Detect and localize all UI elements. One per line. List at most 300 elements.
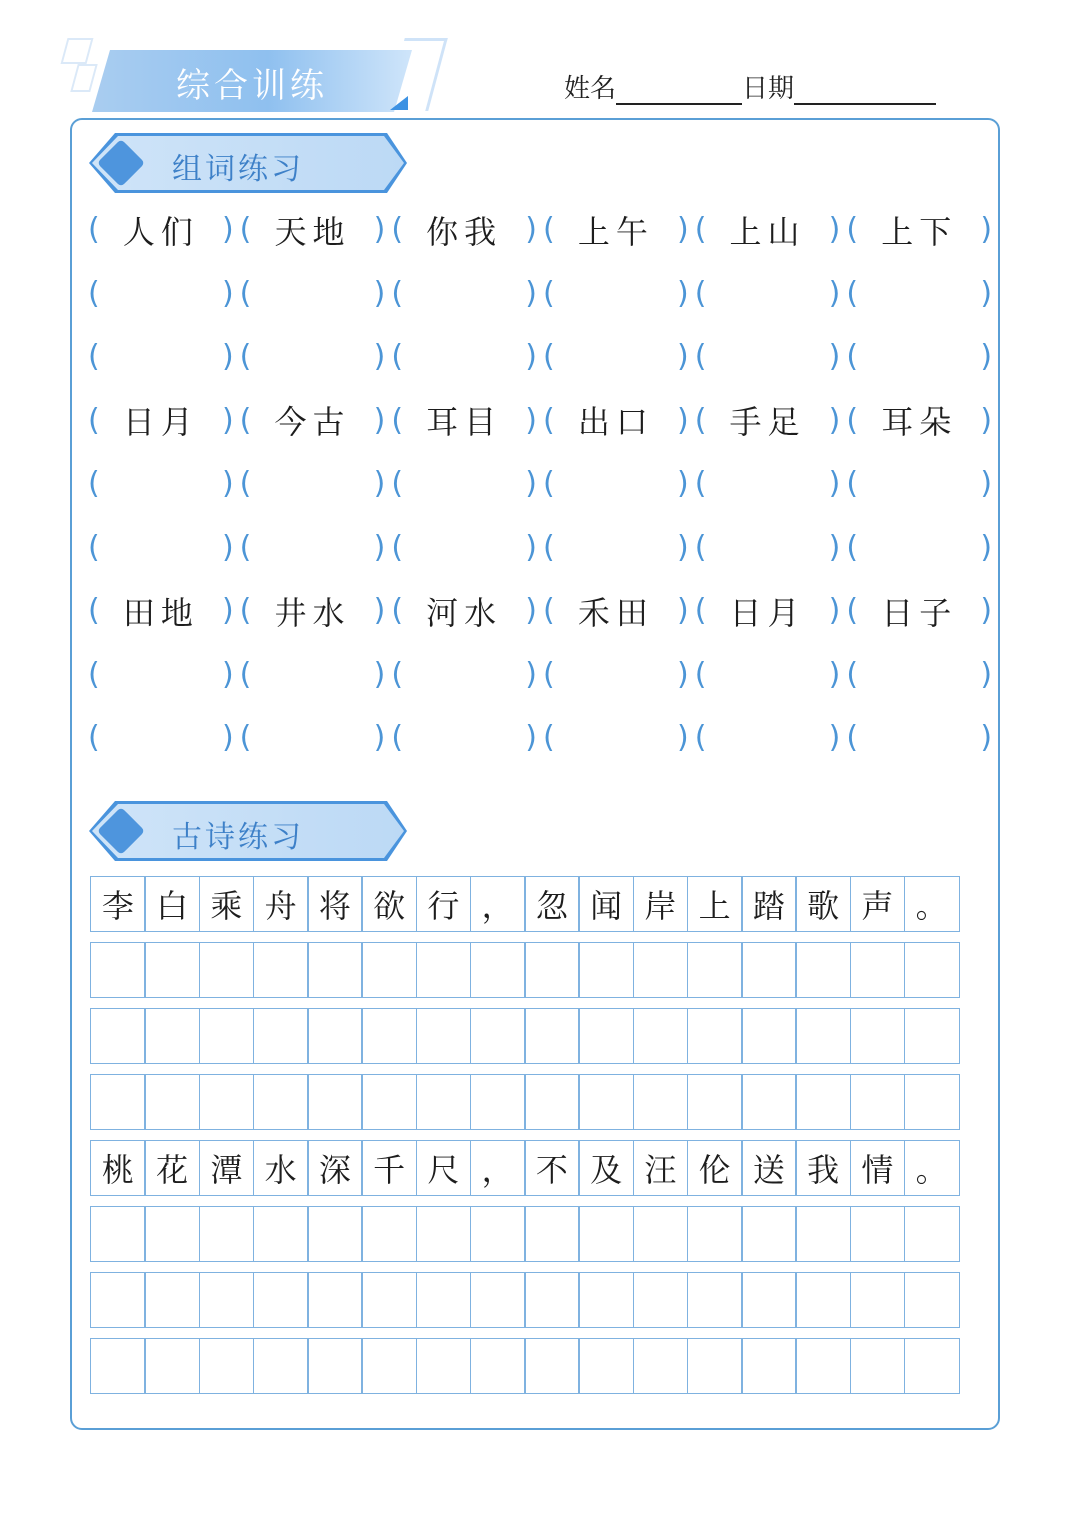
word-cell (86, 588, 238, 634)
section-header-poem (92, 804, 404, 858)
word-cell[interactable] (389, 530, 541, 565)
open-paren: ( (88, 212, 100, 248)
grid-box[interactable] (90, 1338, 146, 1394)
grid-row (90, 1272, 982, 1328)
grid-box[interactable] (850, 942, 906, 998)
grid-box[interactable] (144, 1206, 200, 1262)
grid-box[interactable] (524, 1074, 580, 1130)
word-cell[interactable] (238, 530, 390, 565)
word-text: 河水 (426, 593, 503, 632)
word-row (86, 389, 996, 453)
word-row (86, 198, 996, 262)
open-paren: ( (239, 593, 252, 629)
grid-box[interactable] (253, 1338, 309, 1394)
open-paren: ( (846, 402, 859, 438)
word-cell (238, 207, 390, 253)
word-text: 你我 (426, 212, 503, 251)
word-text: 日子 (881, 593, 958, 632)
grid-box[interactable] (199, 1338, 255, 1394)
grid-box[interactable] (578, 1338, 634, 1394)
close-paren: ) (828, 656, 841, 692)
grid-box[interactable] (741, 942, 797, 998)
close-paren: ) (525, 212, 538, 248)
close-paren: ) (221, 466, 234, 502)
word-cell (693, 588, 845, 634)
grid-box[interactable] (90, 942, 146, 998)
grid-char: 行 (416, 876, 472, 932)
grid-box[interactable] (795, 942, 851, 998)
grid-char: ， (470, 1140, 526, 1196)
word-cell (86, 397, 238, 443)
grid-box[interactable] (578, 942, 634, 998)
close-paren: ) (373, 593, 386, 629)
word-cell[interactable] (541, 530, 693, 565)
word-text: 上午 (577, 212, 654, 251)
close-paren: ) (980, 593, 993, 629)
grid-row (90, 1338, 982, 1394)
word-cell (541, 588, 693, 634)
name-date-bar (564, 68, 936, 105)
close-paren: ) (221, 339, 234, 375)
open-paren: ( (543, 466, 555, 502)
grid-box[interactable] (470, 1338, 526, 1394)
grid-box[interactable] (416, 1272, 472, 1328)
word-cell[interactable] (86, 339, 238, 374)
grid-box[interactable] (795, 1206, 851, 1262)
grid-row (90, 1140, 982, 1196)
grid-box[interactable] (470, 1074, 526, 1130)
open-paren: ( (694, 339, 707, 375)
open-paren: ( (694, 720, 707, 756)
grid-box[interactable] (578, 1074, 634, 1130)
close-paren: ) (980, 529, 993, 565)
grid-box[interactable] (850, 1206, 906, 1262)
word-cell (389, 207, 541, 253)
grid-box[interactable] (904, 1272, 960, 1328)
grid-char: 桃 (90, 1140, 146, 1196)
close-paren: ) (980, 402, 993, 438)
word-row (86, 516, 996, 580)
poem-writing-grid (90, 1140, 982, 1404)
open-paren: ( (846, 593, 859, 629)
grid-char: 及 (578, 1140, 634, 1196)
grid-box[interactable] (633, 1008, 689, 1064)
section-title: 组词练习 (172, 152, 304, 187)
grid-box[interactable] (850, 1272, 906, 1328)
close-paren: ) (221, 593, 234, 629)
open-paren: ( (543, 720, 555, 756)
grid-box[interactable] (795, 1008, 851, 1064)
grid-box[interactable] (307, 1272, 363, 1328)
grid-box[interactable] (524, 942, 580, 998)
close-paren: ) (373, 212, 386, 248)
close-paren: ) (980, 275, 993, 311)
word-text: 人们 (122, 212, 199, 251)
grid-box[interactable] (90, 1074, 146, 1130)
word-cell (693, 207, 845, 253)
open-paren: ( (239, 402, 252, 438)
section-header-words (92, 136, 404, 190)
word-cell[interactable] (844, 339, 996, 374)
word-text: 耳目 (426, 403, 503, 442)
grid-char: 水 (253, 1140, 309, 1196)
grid-box[interactable] (90, 1008, 146, 1064)
close-paren: ) (980, 212, 993, 248)
open-paren: ( (846, 212, 859, 248)
grid-box[interactable] (687, 942, 743, 998)
grid-box[interactable] (361, 1206, 417, 1262)
grid-char: 我 (795, 1140, 851, 1196)
open-paren: ( (391, 529, 404, 565)
grid-box[interactable] (904, 942, 960, 998)
close-paren: ) (676, 529, 689, 565)
close-paren: ) (828, 212, 841, 248)
close-paren: ) (221, 275, 234, 311)
close-paren: ) (676, 212, 689, 248)
date-field[interactable] (794, 71, 936, 105)
close-paren: ) (828, 720, 841, 756)
grid-box[interactable] (633, 1206, 689, 1262)
open-paren: ( (391, 720, 404, 756)
word-cell[interactable] (541, 657, 693, 692)
page-title: 综合训练 (176, 66, 328, 106)
close-paren: ) (828, 529, 841, 565)
open-paren: ( (391, 593, 404, 629)
open-paren: ( (391, 212, 404, 248)
grid-box[interactable] (795, 1074, 851, 1130)
grid-box[interactable] (741, 1338, 797, 1394)
grid-box[interactable] (199, 1272, 255, 1328)
word-cell[interactable] (693, 339, 845, 374)
word-cell[interactable] (86, 720, 238, 755)
word-text: 日月 (729, 593, 806, 632)
grid-char: 伦 (687, 1140, 743, 1196)
close-paren: ) (525, 402, 538, 438)
grid-box[interactable] (199, 1008, 255, 1064)
word-text: 天地 (274, 212, 351, 251)
word-cell[interactable] (693, 276, 845, 311)
grid-box[interactable] (633, 1338, 689, 1394)
open-paren: ( (391, 275, 404, 311)
grid-char: 闻 (578, 876, 634, 932)
open-paren: ( (543, 339, 555, 375)
grid-box[interactable] (416, 942, 472, 998)
header-banner (92, 50, 412, 112)
word-row (86, 325, 996, 389)
open-paren: ( (694, 466, 707, 502)
word-cell[interactable] (389, 276, 541, 311)
grid-box[interactable] (416, 1206, 472, 1262)
close-paren: ) (676, 593, 689, 629)
close-paren: ) (221, 529, 234, 565)
grid-box[interactable] (144, 1074, 200, 1130)
word-text: 手足 (729, 403, 806, 442)
word-cell[interactable] (541, 720, 693, 755)
grid-box[interactable] (307, 1074, 363, 1130)
word-cell[interactable] (541, 466, 693, 501)
grid-box[interactable] (144, 942, 200, 998)
word-cell[interactable] (844, 720, 996, 755)
grid-box[interactable] (361, 1338, 417, 1394)
close-paren: ) (525, 529, 538, 565)
grid-box[interactable] (361, 1272, 417, 1328)
grid-box[interactable] (687, 1338, 743, 1394)
word-cell[interactable] (541, 276, 693, 311)
grid-box[interactable] (904, 1206, 960, 1262)
grid-box[interactable] (307, 1008, 363, 1064)
word-cell[interactable] (844, 530, 996, 565)
word-cell[interactable] (844, 466, 996, 501)
word-cell (693, 397, 845, 443)
grid-char: 深 (307, 1140, 363, 1196)
grid-box[interactable] (253, 942, 309, 998)
close-paren: ) (525, 720, 538, 756)
close-paren: ) (373, 339, 386, 375)
close-paren: ) (676, 402, 689, 438)
word-cell (389, 588, 541, 634)
grid-box[interactable] (850, 1008, 906, 1064)
close-paren: ) (525, 656, 538, 692)
grid-box[interactable] (470, 1008, 526, 1064)
grid-box[interactable] (578, 1206, 634, 1262)
word-cell[interactable] (238, 466, 390, 501)
grid-box[interactable] (687, 1008, 743, 1064)
grid-char: 欲 (361, 876, 417, 932)
close-paren: ) (221, 402, 234, 438)
word-cell[interactable] (86, 657, 238, 692)
grid-box[interactable] (253, 1074, 309, 1130)
word-row (86, 643, 996, 707)
word-row (86, 262, 996, 326)
word-cell[interactable] (844, 276, 996, 311)
open-paren: ( (694, 529, 707, 565)
grid-box[interactable] (687, 1272, 743, 1328)
word-cell[interactable] (693, 657, 845, 692)
close-paren: ) (221, 656, 234, 692)
open-paren: ( (543, 275, 555, 311)
word-text: 今古 (274, 403, 351, 442)
grid-box[interactable] (253, 1008, 309, 1064)
open-paren: ( (239, 720, 252, 756)
close-paren: ) (676, 656, 689, 692)
close-paren: ) (828, 593, 841, 629)
grid-box[interactable] (741, 1008, 797, 1064)
word-cell (238, 397, 390, 443)
open-paren: ( (239, 339, 252, 375)
word-cell[interactable] (238, 339, 390, 374)
grid-box[interactable] (795, 1272, 851, 1328)
close-paren: ) (676, 275, 689, 311)
grid-box[interactable] (253, 1206, 309, 1262)
grid-box[interactable] (633, 942, 689, 998)
grid-box[interactable] (524, 1272, 580, 1328)
open-paren: ( (391, 656, 404, 692)
close-paren: ) (373, 402, 386, 438)
grid-box[interactable] (578, 1272, 634, 1328)
word-cell[interactable] (389, 720, 541, 755)
grid-char: 千 (361, 1140, 417, 1196)
grid-box[interactable] (361, 1074, 417, 1130)
open-paren: ( (88, 402, 100, 438)
decoration-square (61, 38, 94, 64)
open-paren: ( (88, 720, 100, 756)
grid-box[interactable] (470, 1272, 526, 1328)
grid-row (90, 1074, 982, 1130)
word-cell[interactable] (86, 530, 238, 565)
open-paren: ( (846, 466, 859, 502)
grid-box[interactable] (687, 1074, 743, 1130)
open-paren: ( (694, 402, 707, 438)
close-paren: ) (373, 275, 386, 311)
grid-char: 歌 (795, 876, 851, 932)
open-paren: ( (88, 339, 100, 375)
word-cell (844, 207, 996, 253)
word-cell[interactable] (389, 339, 541, 374)
word-cell[interactable] (238, 720, 390, 755)
grid-char: 尺 (416, 1140, 472, 1196)
close-paren: ) (828, 275, 841, 311)
grid-char: 送 (741, 1140, 797, 1196)
grid-box[interactable] (904, 1074, 960, 1130)
grid-box[interactable] (470, 1206, 526, 1262)
grid-box[interactable] (199, 1074, 255, 1130)
open-paren: ( (543, 656, 555, 692)
open-paren: ( (88, 529, 100, 565)
close-paren: ) (676, 339, 689, 375)
word-cell (844, 588, 996, 634)
grid-box[interactable] (416, 1338, 472, 1394)
grid-box[interactable] (633, 1272, 689, 1328)
close-paren: ) (828, 339, 841, 375)
word-cell (86, 207, 238, 253)
word-cell[interactable] (389, 466, 541, 501)
open-paren: ( (88, 466, 100, 502)
grid-char: 忽 (524, 876, 580, 932)
grid-box[interactable] (850, 1338, 906, 1394)
close-paren: ) (828, 402, 841, 438)
grid-box[interactable] (307, 942, 363, 998)
word-cell[interactable] (844, 657, 996, 692)
grid-box[interactable] (144, 1272, 200, 1328)
grid-char: 不 (524, 1140, 580, 1196)
grid-char: 乘 (199, 876, 255, 932)
grid-box[interactable] (307, 1206, 363, 1262)
close-paren: ) (221, 212, 234, 248)
grid-box[interactable] (199, 942, 255, 998)
word-row (86, 452, 996, 516)
word-text: 出口 (577, 403, 654, 442)
grid-box[interactable] (470, 942, 526, 998)
grid-box[interactable] (361, 942, 417, 998)
grid-box[interactable] (524, 1206, 580, 1262)
grid-box[interactable] (199, 1206, 255, 1262)
word-cell[interactable] (541, 339, 693, 374)
grid-box[interactable] (144, 1338, 200, 1394)
open-paren: ( (846, 720, 859, 756)
word-cell[interactable] (389, 657, 541, 692)
name-label: 姓名 (564, 74, 617, 104)
open-paren: ( (694, 656, 707, 692)
grid-char: ， (470, 876, 526, 932)
word-cell (541, 397, 693, 443)
grid-char: 将 (307, 876, 363, 932)
word-cell[interactable] (693, 720, 845, 755)
word-cell[interactable] (693, 466, 845, 501)
grid-box[interactable] (524, 1008, 580, 1064)
name-field[interactable] (616, 71, 742, 105)
grid-box[interactable] (741, 1074, 797, 1130)
word-text: 耳朵 (881, 403, 958, 442)
grid-box[interactable] (416, 1074, 472, 1130)
open-paren: ( (239, 275, 252, 311)
grid-char: 情 (850, 1140, 906, 1196)
grid-box[interactable] (795, 1338, 851, 1394)
grid-box[interactable] (416, 1008, 472, 1064)
close-paren: ) (373, 656, 386, 692)
grid-box[interactable] (144, 1008, 200, 1064)
grid-row (90, 1206, 982, 1262)
word-cell (238, 588, 390, 634)
close-paren: ) (373, 466, 386, 502)
grid-row (90, 1008, 982, 1064)
open-paren: ( (239, 656, 252, 692)
grid-box[interactable] (633, 1074, 689, 1130)
word-cell[interactable] (86, 466, 238, 501)
word-cell[interactable] (238, 657, 390, 692)
grid-box[interactable] (253, 1272, 309, 1328)
grid-box[interactable] (687, 1206, 743, 1262)
close-paren: ) (525, 593, 538, 629)
close-paren: ) (828, 466, 841, 502)
word-text: 日月 (122, 403, 199, 442)
grid-box[interactable] (741, 1206, 797, 1262)
grid-char: 花 (144, 1140, 200, 1196)
close-paren: ) (980, 656, 993, 692)
grid-box[interactable] (904, 1338, 960, 1394)
grid-box[interactable] (741, 1272, 797, 1328)
open-paren: ( (239, 212, 252, 248)
close-paren: ) (373, 529, 386, 565)
close-paren: ) (980, 466, 993, 502)
word-cell[interactable] (238, 276, 390, 311)
close-paren: ) (676, 466, 689, 502)
word-text: 田地 (122, 593, 199, 632)
open-paren: ( (694, 212, 707, 248)
grid-char: 汪 (633, 1140, 689, 1196)
word-practice-grid (86, 198, 996, 770)
grid-box[interactable] (90, 1206, 146, 1262)
open-paren: ( (846, 656, 859, 692)
close-paren: ) (980, 339, 993, 375)
grid-char: 舟 (253, 876, 309, 932)
word-cell[interactable] (693, 530, 845, 565)
grid-box[interactable] (850, 1074, 906, 1130)
grid-char: 声 (850, 876, 906, 932)
grid-char: 。 (904, 876, 960, 932)
word-cell[interactable] (86, 276, 238, 311)
close-paren: ) (980, 720, 993, 756)
grid-box[interactable] (524, 1338, 580, 1394)
grid-box[interactable] (361, 1008, 417, 1064)
open-paren: ( (543, 529, 555, 565)
grid-box[interactable] (307, 1338, 363, 1394)
word-text: 上下 (881, 212, 958, 251)
grid-box[interactable] (904, 1008, 960, 1064)
word-text: 禾田 (577, 593, 654, 632)
grid-box[interactable] (578, 1008, 634, 1064)
grid-box[interactable] (90, 1272, 146, 1328)
open-paren: ( (543, 212, 555, 248)
